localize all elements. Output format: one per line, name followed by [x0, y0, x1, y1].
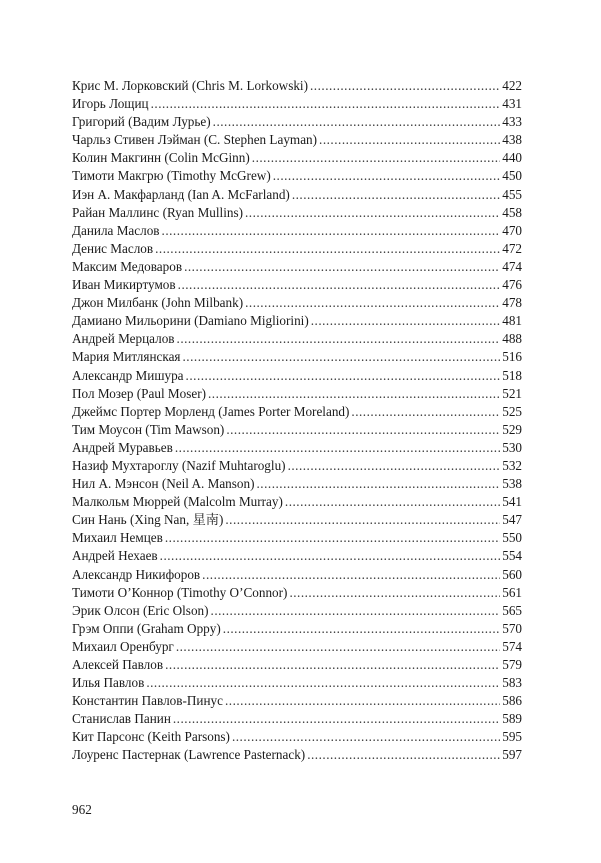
- dot-leader: [183, 348, 501, 366]
- dot-leader: [176, 638, 500, 656]
- toc-entry: [72, 149, 522, 167]
- author-name: Григорий (Вадим Лурье): [72, 114, 211, 130]
- page-ref: 541: [502, 494, 522, 510]
- page-ref: 488: [502, 331, 522, 347]
- dot-leader: [146, 674, 500, 692]
- toc-entry: [72, 367, 522, 385]
- toc-entry: [72, 547, 522, 565]
- page-ref: 525: [502, 403, 522, 419]
- author-name: Чарльз Стивен Лэйман (C. Stephen Layman): [72, 132, 318, 148]
- page-ref: 438: [502, 132, 522, 148]
- page-ref: 521: [502, 385, 522, 401]
- author-name: Малкольм Мюррей (Malcolm Murray): [72, 494, 283, 510]
- author-name: Михаил Оренбург: [72, 638, 174, 654]
- toc-entry: [72, 529, 522, 547]
- dot-leader: [289, 584, 500, 602]
- dot-leader: [151, 95, 501, 113]
- dot-leader: [252, 149, 500, 167]
- author-name: Грэм Оппи (Graham Oppy): [72, 620, 221, 636]
- dot-leader: [173, 710, 500, 728]
- toc-entry: [72, 258, 522, 276]
- author-name: Мария Митлянская: [72, 349, 181, 365]
- author-name: Джеймс Портер Морленд (James Porter Moreland): [72, 403, 350, 419]
- dot-leader: [208, 385, 500, 403]
- toc-entry: [72, 692, 522, 710]
- author-name: Пол Мозер (Paul Moser): [72, 385, 206, 401]
- toc-entry: [72, 457, 522, 475]
- dot-leader: [223, 620, 500, 638]
- author-name: Максим Медоваров: [72, 258, 183, 274]
- dot-leader: [177, 330, 501, 348]
- dot-leader: [319, 131, 500, 149]
- toc-entry: [72, 746, 522, 764]
- toc-entry: [72, 113, 522, 131]
- author-name: Алексей Павлов: [72, 657, 164, 672]
- dot-leader: [178, 276, 501, 294]
- author-name: Александр Мишура: [72, 367, 184, 383]
- page-ref: 518: [502, 367, 522, 383]
- page-ref: 561: [502, 584, 522, 600]
- author-name: Андрей Муравьев: [72, 439, 173, 455]
- dot-leader: [245, 294, 500, 312]
- dot-leader: [155, 240, 500, 258]
- toc-entry: [72, 475, 522, 493]
- page-ref: 440: [502, 150, 522, 166]
- author-name: Крис М. Лорковский (Chris M. Lorkowski): [72, 78, 308, 93]
- dot-leader: [165, 656, 500, 674]
- author-name: Илья Павлов: [72, 675, 145, 691]
- page-ref: 516: [502, 349, 522, 365]
- toc-entry: [72, 167, 522, 185]
- toc-entry: [72, 566, 522, 584]
- toc-entry: [72, 131, 522, 149]
- page-ref: 586: [502, 693, 522, 709]
- author-name: Кит Парсонс (Keith Parsons): [72, 729, 230, 745]
- dot-leader: [226, 421, 500, 439]
- author-name: Назиф Мухтароглу (Nazif Muhtaroglu): [72, 457, 286, 473]
- dot-leader: [184, 258, 500, 276]
- dot-leader: [186, 367, 501, 385]
- page-ref: 458: [502, 204, 522, 220]
- author-name: Нил А. Мэнсон (Neil A. Manson): [72, 476, 255, 492]
- dot-leader: [202, 566, 500, 584]
- page-ref: 433: [502, 114, 522, 130]
- page-ref: 478: [502, 295, 522, 311]
- dot-leader: [285, 493, 500, 511]
- dot-leader: [310, 77, 500, 95]
- author-name: Джон Милбанк (John Milbank): [72, 295, 244, 311]
- dot-leader: [288, 457, 501, 475]
- author-name: Константин Павлов-Пинус: [72, 693, 223, 709]
- dot-leader: [213, 113, 501, 131]
- author-name: Михаил Немцев: [72, 530, 163, 546]
- page-ref: 472: [502, 240, 522, 256]
- author-name: Андрей Нехаев: [72, 548, 158, 564]
- toc-entry: [72, 385, 522, 403]
- author-name: Александр Никифоров: [72, 566, 201, 582]
- toc-entry: [72, 276, 522, 294]
- dot-leader: [225, 511, 500, 529]
- table-of-contents: [72, 77, 522, 765]
- toc-entry: [72, 493, 522, 511]
- author-name: Станислав Панин: [72, 711, 171, 727]
- dot-leader: [175, 439, 500, 457]
- dot-leader: [311, 312, 500, 330]
- page-ref: 532: [502, 457, 522, 473]
- page-ref: 579: [502, 657, 522, 672]
- author-name: Син Нань (Xing Nan, 星南): [72, 512, 224, 528]
- dot-leader: [307, 746, 500, 764]
- toc-entry: [72, 348, 522, 366]
- toc-entry: [72, 330, 522, 348]
- page-ref: 431: [502, 96, 522, 112]
- author-name: Тимоти Макгрю (Timothy McGrew): [72, 168, 271, 184]
- dot-leader: [292, 186, 500, 204]
- author-name: Тимоти О’Коннор (Timothy O’Connor): [72, 584, 288, 600]
- page-ref: 550: [502, 530, 522, 546]
- dot-leader: [162, 222, 501, 240]
- page-ref: 583: [502, 675, 522, 691]
- author-name: Тим Моусон (Tim Mawson): [72, 421, 225, 437]
- author-name: Иван Микиртумов: [72, 277, 176, 293]
- dot-leader: [273, 167, 501, 185]
- toc-entry: [72, 312, 522, 330]
- toc-entry: [72, 186, 522, 204]
- toc-entry: [72, 584, 522, 602]
- toc-entry: [72, 439, 522, 457]
- page-ref: 529: [502, 421, 522, 437]
- page-ref: 476: [502, 277, 522, 293]
- page-ref: 455: [502, 186, 522, 202]
- author-name: Денис Маслов: [72, 240, 154, 256]
- author-name: Данила Маслов: [72, 222, 160, 238]
- page-ref: 538: [502, 476, 522, 492]
- toc-entry: [72, 204, 522, 222]
- dot-leader: [211, 602, 501, 620]
- dot-leader: [245, 204, 500, 222]
- toc-entry: [72, 602, 522, 620]
- toc-entry: [72, 294, 522, 312]
- page-ref: 481: [502, 313, 522, 329]
- page-ref: 560: [502, 566, 522, 582]
- page-ref: 597: [502, 747, 522, 763]
- toc-entry: [72, 511, 522, 529]
- toc-entry: [72, 95, 522, 113]
- dot-leader: [225, 692, 500, 710]
- dot-leader: [160, 547, 501, 565]
- author-name: Райан Маллинс (Ryan Mullins): [72, 204, 243, 220]
- author-name: Дамиано Мильорини (Damiano Migliorini): [72, 313, 309, 329]
- page-ref: 422: [502, 78, 522, 93]
- author-name: Иэн А. Макфарланд (Ian A. McFarland): [72, 186, 290, 202]
- page-ref: 574: [502, 638, 522, 654]
- page-ref: 547: [502, 512, 522, 528]
- toc-entry: [72, 710, 522, 728]
- toc-entry: [72, 403, 522, 421]
- page-number: 962: [72, 802, 92, 817]
- toc-entry: [72, 638, 522, 656]
- page-ref: 530: [502, 439, 522, 455]
- page-ref: 565: [502, 602, 522, 618]
- author-name: Лоуренс Пастернак (Lawrence Pasternack): [72, 747, 306, 763]
- dot-leader: [257, 475, 501, 493]
- toc-entry: [72, 240, 522, 258]
- page-ref: 474: [502, 258, 522, 274]
- toc-entry: [72, 728, 522, 746]
- toc-entry: [72, 77, 522, 95]
- author-name: Андрей Мерцалов: [72, 331, 175, 347]
- author-name: Игорь Лощиц: [72, 96, 149, 112]
- page-ref: 450: [502, 168, 522, 184]
- author-name: Эрик Олсон (Eric Olson): [72, 602, 209, 618]
- dot-leader: [351, 403, 500, 421]
- page-ref: 595: [502, 729, 522, 745]
- toc-entry: [72, 620, 522, 638]
- author-name: Колин Макгинн (Colin McGinn): [72, 150, 250, 166]
- page-ref: 554: [502, 548, 522, 564]
- page-ref: 589: [502, 711, 522, 727]
- toc-entry: [72, 674, 522, 692]
- dot-leader: [232, 728, 500, 746]
- toc-entry: [72, 421, 522, 439]
- dot-leader: [165, 529, 500, 547]
- toc-entry: [72, 222, 522, 240]
- page-ref: 570: [502, 620, 522, 636]
- page-ref: 470: [502, 222, 522, 238]
- toc-entry: [72, 656, 522, 674]
